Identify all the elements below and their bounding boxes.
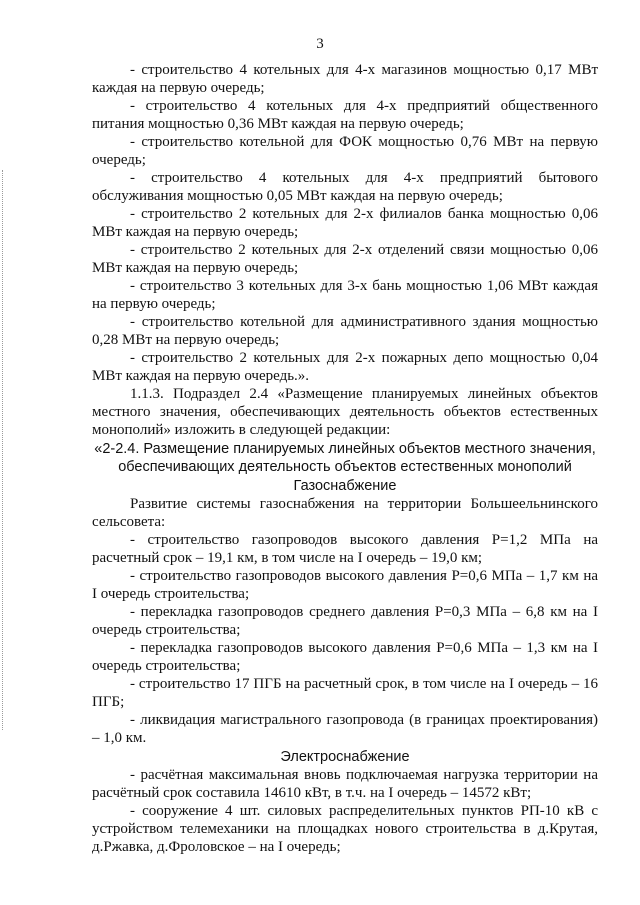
heading-power-supply: Электроснабжение (280, 749, 410, 765)
paragraph: - строительство котельной для ФОК мощностью 0,76 МВт на первую очередь; (92, 134, 598, 168)
paragraph: - строительство 2 котельных для 2-х отделений связи мощностью 0,06 МВт каждая на первую очередь; (92, 242, 598, 276)
paragraph: - строительство 4 котельных для 4-х магазинов мощностью 0,17 МВт каждая на первую очередь; (92, 62, 598, 96)
paragraph: - ликвидация магистрального газопровода (в границах проектирования) – 1,0 км. (92, 712, 598, 746)
section-heading: «2-2.4. Размещение планируемых линейных объектов местного значения, обеспечивающих деятельность объектов естественных монополий (94, 441, 596, 475)
paragraph: - расчётная максимальная вновь подключаемая нагрузка территории на расчётный срок составила 14610 кВт, в т.ч. на I очередь – 14572 кВт; (92, 767, 598, 801)
paragraph: - строительство 3 котельных для 3-х бань мощностью 1,06 МВт каждая на первую очередь; (92, 278, 598, 312)
page-number: 3 (316, 36, 324, 52)
paragraph: - перекладка газопроводов высокого давления Р=0,6 МПа – 1,3 км на I очередь строительства; (92, 640, 598, 674)
paragraph: - строительство газопроводов высокого давления Р=0,6 МПа – 1,7 км на I очередь строительства; (92, 568, 598, 602)
paragraph: - строительство газопроводов высокого давления Р=1,2 МПа на расчетный срок – 19,1 км, в том числе на I очередь – 19,0 км; (92, 532, 598, 566)
paragraph: - строительство 4 котельных для 4-х предприятий общественного питания мощностью 0,36 МВт каждая на первую очередь; (92, 98, 598, 132)
paragraph: Развитие системы газоснабжения на территории Большеельнинского сельсовета: (92, 496, 598, 530)
paragraph: - перекладка газопроводов среднего давления Р=0,3 МПа – 6,8 км на I очередь строительства; (92, 604, 598, 638)
paragraph: 1.1.3. Подраздел 2.4 «Размещение планируемых линейных объектов местного значения, обеспечивающих деятельность объектов естественных монополий» изложить в следующей редакции: (92, 386, 598, 438)
paragraph: - строительство 2 котельных для 2-х пожарных депо мощностью 0,04 МВт каждая на первую очередь.». (92, 350, 598, 384)
paragraph: - строительство котельной для административного здания мощностью 0,28 МВт на первую очередь; (92, 314, 598, 348)
paragraph: - строительство 2 котельных для 2-х филиалов банка мощностью 0,06 МВт каждая на первую очередь; (92, 206, 598, 240)
paragraph: - строительство 4 котельных для 4-х предприятий бытового обслуживания мощностью 0,05 МВт каждая на первую очередь; (92, 170, 598, 204)
paragraph: - строительство 17 ПГБ на расчетный срок, в том числе на I очередь – 16 ПГБ; (92, 676, 598, 710)
document-body (92, 61, 598, 856)
scan-edge-divider (2, 170, 4, 730)
paragraph: - сооружение 4 шт. силовых распределительных пунктов РП-10 кВ с устройством телемеханики на площадках нового строительства в д.Крутая, д.Ржавка, д.Фроловское – на I очередь; (92, 803, 598, 855)
heading-gas-supply: Газоснабжение (293, 478, 397, 494)
